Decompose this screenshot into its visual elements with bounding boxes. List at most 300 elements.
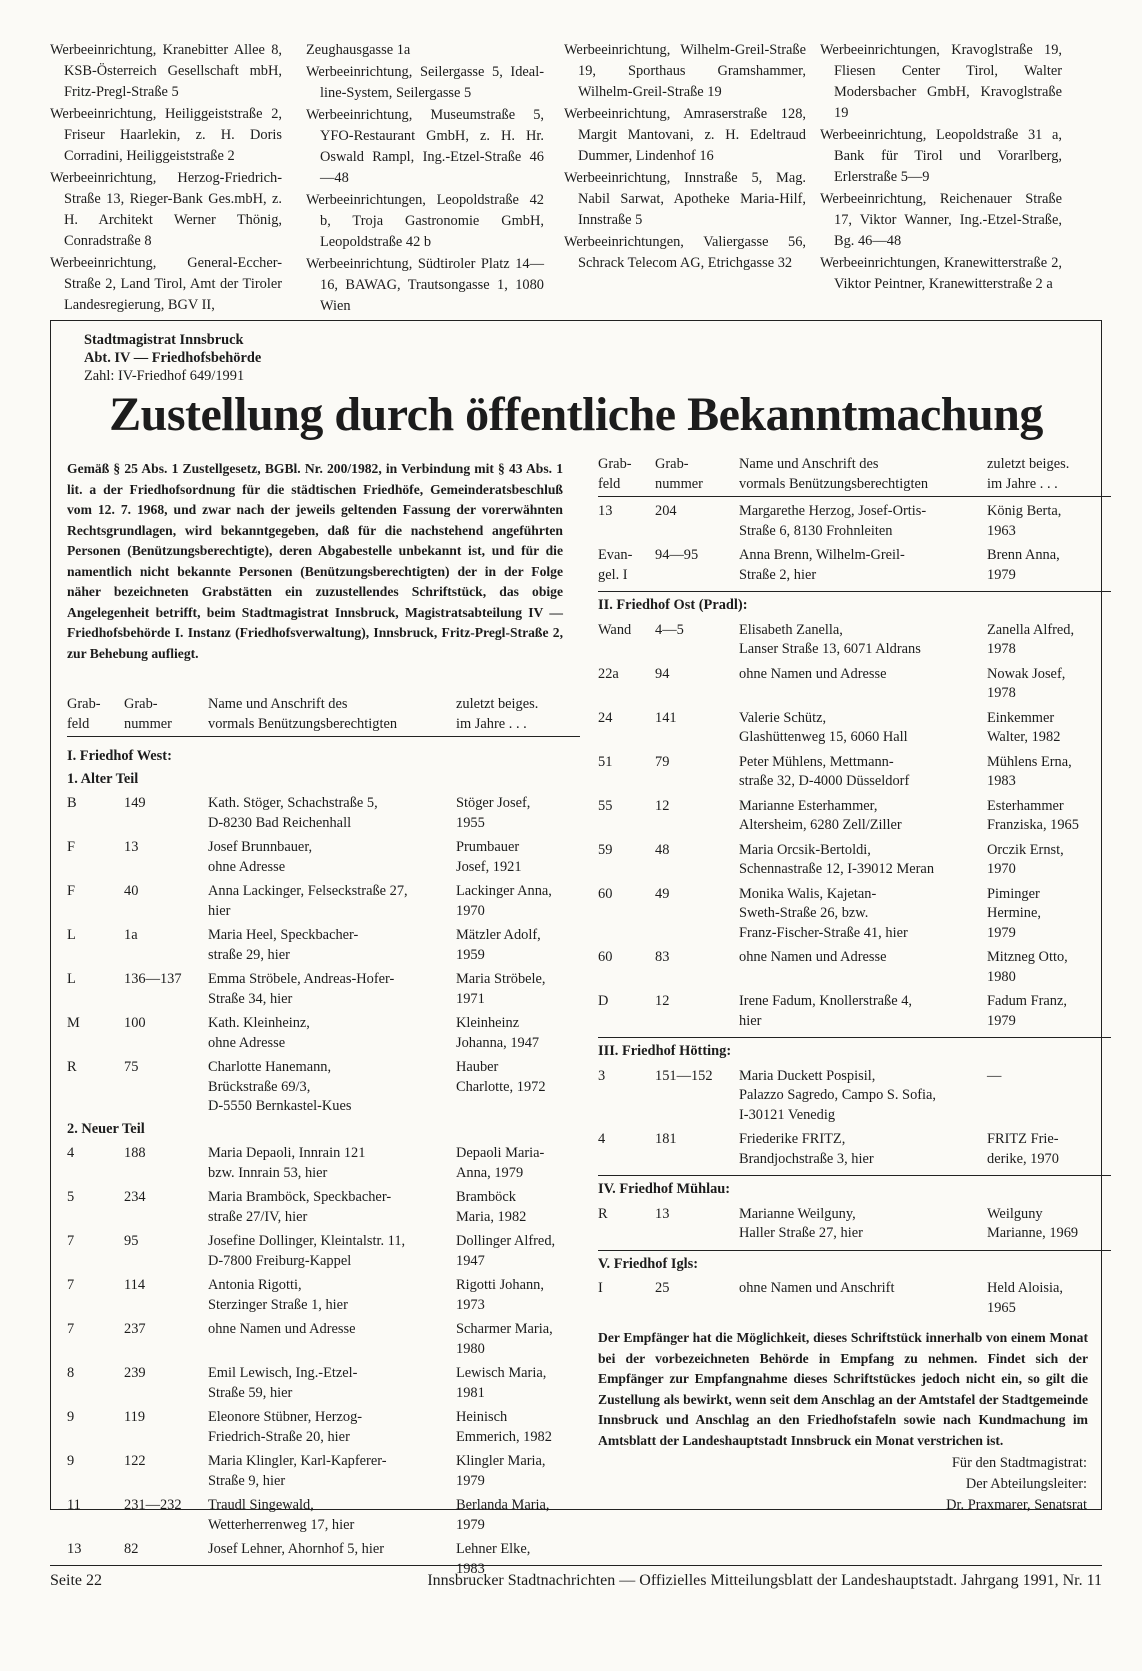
table-row — [598, 1279, 1111, 1318]
holder-name-address — [208, 1496, 456, 1535]
table-row — [67, 1276, 580, 1315]
grave-number: 136—137 — [124, 971, 182, 987]
last-buried — [987, 546, 1111, 585]
top-column-3 — [564, 40, 806, 275]
cemetery-subheading: 1. Alter Teil — [67, 770, 139, 787]
last-buried — [456, 1496, 580, 1535]
buried-line: Held Aloisia, — [987, 1280, 1063, 1296]
buried-line: 1983 — [987, 773, 1016, 789]
holder-line: Kath. Kleinheinz, — [208, 1015, 310, 1031]
table-row — [67, 1408, 580, 1447]
holder-name-address — [208, 882, 456, 921]
table-row — [598, 665, 1111, 704]
last-buried — [456, 926, 580, 965]
header-text: Grab- — [124, 696, 158, 712]
last-buried — [987, 992, 1111, 1031]
header-name — [739, 455, 987, 494]
buried-line: Einkemmer — [987, 709, 1055, 726]
grave-number: 82 — [124, 1541, 139, 1557]
grave-field — [67, 1496, 124, 1535]
buried-line: Mühlens Erna, — [987, 753, 1072, 770]
grave-field-text: 7 — [67, 1277, 75, 1293]
grave-field-text: B — [67, 795, 77, 811]
buried-line: 1978 — [987, 685, 1016, 701]
last-buried — [456, 838, 580, 877]
grave-field-text: 24 — [598, 709, 613, 726]
buried-line: 1955 — [456, 814, 485, 831]
listing-entry: Werbeeinrichtung, Leopoldstraße 31 a, Bank für Tirol und Vorarlberg, Erlerstraße 5—9 — [820, 127, 1062, 185]
table-row — [67, 794, 580, 833]
last-buried — [987, 502, 1111, 541]
header-text: feld — [598, 475, 621, 492]
header-text: im Jahre . . . — [987, 475, 1058, 492]
grave-number: 94—95 — [655, 547, 699, 563]
grave-field — [598, 948, 655, 987]
holder-line: Peter Mühlens, Mettmann- — [739, 753, 894, 770]
buried-line: Depaoli Maria- — [456, 1145, 545, 1161]
reference-number: Zahl: IV-Friedhof 649/1991 — [84, 368, 245, 384]
buried-line: Orczik Ernst, — [987, 841, 1064, 858]
grave-field — [598, 1205, 655, 1244]
listing-entry: Werbeeinrichtung, Reichenauer Straße 17, Viktor Wanner, Ing.-Etzel-Straße, Bg. 46—48 — [820, 191, 1062, 249]
grave-number: 151—152 — [655, 1067, 713, 1084]
grave-number: 12 — [655, 993, 670, 1009]
holder-line: Kath. Stöger, Schachstraße 5, — [208, 795, 378, 811]
grave-number: 13 — [655, 1205, 670, 1222]
buried-line: Emmerich, 1982 — [456, 1428, 552, 1445]
grave-field-text: F — [67, 883, 76, 899]
buried-line: Mitzneg Otto, — [987, 949, 1068, 965]
header-grabfeld — [598, 455, 655, 494]
table-header — [67, 695, 580, 737]
grave-field — [67, 1276, 124, 1315]
grave-field-text: 11 — [67, 1497, 81, 1513]
last-buried — [987, 665, 1111, 704]
header-text: im Jahre . . . — [456, 715, 527, 732]
table-row — [598, 1067, 1111, 1126]
last-buried — [987, 797, 1111, 836]
grave-field — [67, 1144, 124, 1183]
table-row — [598, 992, 1111, 1031]
holder-line: D-8230 Bad Reichenhall — [208, 814, 352, 831]
last-buried — [987, 885, 1111, 944]
grave-number: 122 — [124, 1453, 146, 1469]
grave-field-text: 8 — [67, 1365, 75, 1381]
last-buried — [456, 1276, 580, 1315]
listing-entry: Werbeeinrichtung, Seilergasse 5, Ideal-line-System, Seilergasse 5 — [306, 64, 544, 101]
header-text: nummer — [655, 475, 703, 492]
cemetery-heading: IV. Friedhof Mühlau: — [598, 1175, 1111, 1200]
listing-entry: Werbeeinrichtung, General-Eccher-Straße 2, Land Tirol, Amt der Tiroler Landesregierung, BGV II, — [50, 255, 282, 313]
grave-field-text: F — [67, 839, 76, 855]
holder-name-address — [739, 841, 987, 880]
last-buried — [987, 621, 1111, 660]
buried-line: 1980 — [987, 968, 1016, 985]
last-buried — [987, 753, 1111, 792]
holder-line: Irene Fadum, Knollerstraße 4, — [739, 993, 913, 1009]
grave-field-text: 4 — [598, 1131, 606, 1147]
grave-field — [598, 797, 655, 836]
buried-line: Lehner Elke, — [456, 1541, 531, 1557]
last-buried — [456, 1188, 580, 1227]
table-row — [67, 970, 580, 1009]
grave-field — [598, 1279, 655, 1318]
holder-line: Maria Duckett Pospisil, — [739, 1067, 876, 1084]
table-row — [67, 1320, 580, 1359]
holder-line: Sweth-Straße 26, bzw. — [739, 905, 869, 921]
buried-line: 1963 — [987, 522, 1016, 539]
table-row — [67, 1014, 580, 1053]
holder-line: straße 29, hier — [208, 946, 290, 963]
holder-name-address — [208, 1144, 456, 1183]
buried-line: Mätzler Adolf, — [456, 927, 541, 943]
header-text: Grab- — [598, 456, 632, 472]
grave-field-text: I — [598, 1280, 603, 1296]
holder-line: Eleonore Stübner, Herzog- — [208, 1409, 363, 1425]
buried-line: Zanella Alfred, — [987, 621, 1075, 638]
holder-line: straße 32, D-4000 Düsseldorf — [739, 773, 910, 789]
holder-line: Anna Lackinger, Felseckstraße 27, — [208, 883, 408, 899]
holder-name-address — [208, 1232, 456, 1271]
grave-field — [67, 1452, 124, 1491]
grave-field — [598, 502, 655, 541]
last-buried — [456, 1144, 580, 1183]
buried-line: Maria Ströbele, — [456, 971, 546, 987]
grave-number: 239 — [124, 1365, 146, 1381]
table-row — [598, 948, 1111, 987]
listing-entry: Werbeeinrichtung, Innstraße 5, Mag. Nabil Sarwat, Apotheke Maria-Hilf, Innstraße 5 — [564, 170, 806, 228]
buried-line: 1959 — [456, 946, 485, 963]
listing-entry: Werbeeinrichtungen, Kravoglstraße 19, Fliesen Center Tirol, Walter Modersbacher GmbH, Kravoglstraße 19 — [820, 42, 1062, 121]
holder-line: Maria Bramböck, Speckbacher- — [208, 1189, 392, 1205]
buried-line: Lackinger Anna, — [456, 883, 552, 899]
grave-number: 95 — [124, 1233, 139, 1249]
last-buried — [987, 709, 1111, 748]
last-buried — [987, 1279, 1111, 1318]
holder-line: hier — [208, 902, 231, 919]
grave-field — [67, 1058, 124, 1117]
grave-number: 49 — [655, 885, 670, 902]
grave-field-text: L — [67, 971, 76, 987]
last-buried — [456, 970, 580, 1009]
holder-line: bzw. Innrain 53, hier — [208, 1164, 328, 1181]
listing-entry: Zeughausgasse 1a — [306, 42, 411, 58]
holder-name-address — [739, 1067, 987, 1126]
grave-field-text: 4 — [67, 1145, 75, 1161]
grave-field — [67, 926, 124, 965]
grave-number: 149 — [124, 795, 146, 811]
holder-line: Maria Heel, Speckbacher- — [208, 927, 359, 943]
holder-line: Glashüttenweg 15, 6060 Hall — [739, 729, 908, 745]
grave-number: 100 — [124, 1015, 146, 1031]
cemetery-heading: I. Friedhof West: — [67, 748, 172, 764]
page-footer — [50, 1565, 1102, 1590]
holder-name-address — [208, 838, 456, 877]
buried-line: Prumbauer — [456, 839, 520, 855]
buried-line: Josef, 1921 — [456, 858, 522, 875]
buried-line: Bramböck — [456, 1189, 516, 1205]
holder-name-address — [208, 1452, 456, 1491]
grave-field-text: M — [67, 1015, 80, 1031]
notice-title: Zustellung durch öffentliche Bekanntmachung — [109, 388, 1043, 441]
holder-name-address — [208, 1058, 456, 1117]
holder-line: Sterzinger Straße 1, hier — [208, 1296, 348, 1313]
grave-number: 12 — [655, 797, 670, 814]
header-text: Grab- — [67, 696, 101, 712]
holder-name-address — [208, 1320, 456, 1359]
header-grabnummer — [124, 695, 208, 734]
holder-name-address — [739, 753, 987, 792]
holder-line: D-7800 Freiburg-Kappel — [208, 1252, 352, 1269]
last-buried — [456, 1058, 580, 1117]
listing-entry: Werbeeinrichtung, Kranebitter Allee 8, KSB-Österreich Gesellschaft mbH, Fritz-Pregl-Straße 5 — [50, 42, 282, 100]
holder-line: Friederike FRITZ, — [739, 1131, 846, 1147]
table-row — [67, 1452, 580, 1491]
grave-number: 181 — [655, 1131, 677, 1147]
holder-line: Marianne Weilguny, — [739, 1205, 856, 1222]
holder-line: ohne Namen und Anschrift — [739, 1280, 895, 1296]
grave-field-text: 60 — [598, 885, 613, 902]
holder-line: straße 27/IV, hier — [208, 1208, 308, 1225]
last-buried — [456, 1452, 580, 1491]
grave-field-text: 55 — [598, 797, 613, 814]
buried-line: 1979 — [987, 924, 1016, 941]
header-zuletzt — [987, 455, 1111, 494]
table-row — [67, 1144, 580, 1183]
listing-entry: Werbeeinrichtung, Museumstraße 5, YFO-Restaurant GmbH, z. H. Hr. Oswald Rampl, Ing.-Etzel-Straße 46—48 — [306, 107, 544, 186]
header-text: nummer — [124, 715, 172, 732]
header-grabfeld — [67, 695, 124, 734]
grave-number: 119 — [124, 1409, 146, 1425]
holder-line: Monika Walis, Kajetan- — [739, 885, 877, 902]
holder-line: ohne Adresse — [208, 1034, 286, 1051]
table-header — [598, 455, 1111, 497]
buried-line: 1970 — [987, 861, 1016, 877]
holder-name-address — [739, 709, 987, 748]
holder-line: Straße 9, hier — [208, 1472, 286, 1489]
buried-line: Berlanda Maria, — [456, 1497, 550, 1513]
signature-line: Der Abteilungsleiter: — [965, 1476, 1087, 1492]
buried-line: Kleinheinz — [456, 1015, 520, 1031]
buried-line: Weilguny — [987, 1205, 1043, 1222]
grave-field — [67, 1014, 124, 1053]
table-row — [67, 1364, 580, 1403]
last-buried — [456, 794, 580, 833]
grave-field — [67, 1232, 124, 1271]
table-row — [598, 753, 1111, 792]
holder-line: Brückstraße 69/3, — [208, 1078, 311, 1095]
holder-name-address — [208, 1276, 456, 1315]
last-buried — [456, 1364, 580, 1403]
grave-field-text: Evan- — [598, 547, 633, 563]
grave-number: 234 — [124, 1189, 146, 1205]
holder-name-address — [739, 665, 987, 704]
buried-line: Charlotte, 1972 — [456, 1078, 546, 1095]
grave-field — [67, 882, 124, 921]
buried-line: Hermine, — [987, 905, 1041, 921]
header-text: zuletzt beiges. — [456, 696, 539, 712]
holder-line: ohne Namen und Adresse — [739, 665, 887, 682]
header-zuletzt — [456, 695, 580, 734]
publication-title: Innsbrucker Stadtnachrichten — Offizielles Mitteilungsblatt der Landeshauptstadt. Jahrgang 1991, Nr. 11 — [427, 1572, 1102, 1589]
signature-block — [946, 1453, 1087, 1516]
grave-number: 94 — [655, 665, 670, 682]
buried-line: 1978 — [987, 641, 1016, 657]
listing-entry: Werbeeinrichtungen, Kranewitterstraße 2, Viktor Peintner, Kranewitterstraße 2 a — [820, 255, 1062, 292]
buried-line: Franziska, 1965 — [987, 817, 1079, 833]
buried-line: Johanna, 1947 — [456, 1034, 540, 1051]
holder-line: I-30121 Venedig — [739, 1106, 836, 1123]
holder-line: Maria Klingler, Karl-Kapferer- — [208, 1453, 387, 1469]
last-buried — [987, 1130, 1111, 1169]
table-row — [67, 1188, 580, 1227]
table-row — [67, 838, 580, 877]
signature-line: Für den Stadtmagistrat: — [951, 1455, 1087, 1471]
table-row — [67, 1058, 580, 1117]
buried-line: Marianne, 1969 — [987, 1225, 1079, 1241]
holder-line: hier — [739, 1012, 762, 1029]
buried-line: 1973 — [456, 1296, 485, 1313]
buried-line: FRITZ Frie- — [987, 1131, 1059, 1147]
grave-field — [598, 546, 655, 585]
last-buried — [456, 1014, 580, 1053]
buried-line: 1980 — [456, 1340, 485, 1357]
holder-line: Maria Depaoli, Innrain 121 — [208, 1145, 366, 1161]
holder-name-address — [208, 1408, 456, 1447]
last-buried — [987, 948, 1111, 987]
grave-field-text: 3 — [598, 1067, 606, 1084]
notice-intro: Gemäß § 25 Abs. 1 Zustellgesetz, BGBl. Nr. 200/1982, in Verbindung mit § 43 Abs. 1 lit. a der Friedhofsordnung für die städtischen Friedhöfe, Gemeinderatsbeschluß vom 12. 7. 1968, und zwar nach der jeweils geltenden Fassung der vorerwähnten Rechtsgrundlagen, wird bekanntgegeben, daß für die nachstehend angeführten Personen (Benützungsberechtigte), deren Abgabestelle unbekannt ist, und für die namentlich nicht bekannte Personen (Benützungsberechtigten) der in der Folge näher bezeichneten Grabstätten ein zuzustellendes Schriftstück, das obige Angelegenheit betrifft, beim Stadtmagistrat Innsbruck, Magistratsabteilung IV — Friedhofsbehörde I. Instanz (Friedhofsverwaltung), Innsbruck, Fritz-Pregl-Straße 2, zur Behebung aufliegt. — [67, 461, 563, 661]
grave-field-text: 9 — [67, 1453, 75, 1469]
last-buried — [456, 882, 580, 921]
holder-line: Antonia Rigotti, — [208, 1277, 302, 1293]
holder-name-address — [739, 1279, 987, 1318]
holder-line: Straße 34, hier — [208, 990, 293, 1007]
department: Abt. IV — Friedhofsbehörde — [84, 350, 262, 366]
grave-field — [67, 838, 124, 877]
buried-line: 1979 — [987, 1012, 1016, 1029]
grave-field-text: 5 — [67, 1189, 75, 1205]
holder-name-address — [208, 1188, 456, 1227]
holder-line: Josef Brunnbauer, — [208, 839, 313, 855]
grave-field — [598, 621, 655, 660]
buried-line: Hauber — [456, 1059, 499, 1075]
holder-line: Palazzo Sagredo, Campo S. Sofia, — [739, 1087, 937, 1103]
grave-field-text: 9 — [67, 1409, 75, 1425]
holder-name-address — [208, 926, 456, 965]
holder-name-address — [739, 621, 987, 660]
grave-number: 48 — [655, 841, 670, 858]
grave-number: 188 — [124, 1145, 146, 1161]
holder-name-address — [208, 1014, 456, 1053]
grave-field — [67, 970, 124, 1009]
buried-line: Stöger Josef, — [456, 795, 531, 811]
buried-line: Rigotti Johann, — [456, 1277, 544, 1293]
table-row — [598, 841, 1111, 880]
listing-entry: Werbeeinrichtung, Amraserstraße 128, Margit Mantovani, z. H. Edeltraud Dummer, Lindenhof 16 — [564, 106, 806, 164]
grave-number: 141 — [655, 709, 677, 726]
buried-line: 1979 — [456, 1516, 485, 1533]
holder-name-address — [739, 992, 987, 1031]
holder-line: Friedrich-Straße 20, hier — [208, 1428, 350, 1445]
buried-line: 1965 — [987, 1299, 1016, 1316]
grave-number: 25 — [655, 1280, 670, 1296]
listing-entry: Werbeeinrichtungen, Valiergasse 56, Schrack Telecom AG, Etrichgasse 32 — [564, 234, 806, 271]
holder-line: Anna Brenn, Wilhelm-Greil- — [739, 547, 905, 563]
holder-line: Marianne Esterhammer, — [739, 797, 878, 814]
buried-line: 1970 — [456, 902, 485, 919]
grave-field — [598, 885, 655, 944]
table-row — [598, 709, 1111, 748]
grave-field-text: 51 — [598, 753, 613, 770]
buried-line: Anna, 1979 — [456, 1164, 524, 1181]
grave-field — [598, 841, 655, 880]
authority: Stadtmagistrat Innsbruck — [84, 332, 244, 348]
table-row — [67, 926, 580, 965]
holder-line: Haller Straße 27, hier — [739, 1225, 863, 1241]
table-row — [598, 1130, 1111, 1169]
grave-field-text: Wand — [598, 621, 632, 638]
last-buried — [456, 1320, 580, 1359]
buried-line: Maria, 1982 — [456, 1208, 527, 1225]
grave-number: 237 — [124, 1321, 146, 1337]
header-text: Name und Anschrift des — [739, 456, 879, 472]
holder-line: Maria Orcsik-Bertoldi, — [739, 841, 871, 858]
last-buried — [987, 841, 1111, 880]
grave-field — [67, 1364, 124, 1403]
listing-entry: Werbeeinrichtungen, Leopoldstraße 42 b, Troja Gastronomie GmbH, Leopoldstraße 42 b — [306, 192, 544, 250]
buried-line: Brenn Anna, — [987, 547, 1060, 563]
buried-line: Nowak Josef, — [987, 665, 1066, 682]
grave-number: 75 — [124, 1059, 139, 1075]
table-row — [598, 797, 1111, 836]
header-text: Grab- — [655, 456, 689, 472]
last-buried — [987, 1067, 1111, 1126]
grave-field-text: 7 — [67, 1233, 75, 1249]
buried-line: Dollinger Alfred, — [456, 1233, 556, 1249]
grave-table-right — [598, 455, 1111, 1318]
last-buried — [456, 1408, 580, 1447]
holder-name-address — [739, 502, 987, 541]
grave-field-text: R — [67, 1059, 77, 1075]
grave-number: 1a — [124, 927, 138, 943]
header-name — [208, 695, 456, 734]
holder-line: Wetterherrenweg 17, hier — [208, 1516, 355, 1533]
header-text: zuletzt beiges. — [987, 456, 1070, 472]
buried-line: 1981 — [456, 1384, 485, 1401]
top-column-1 — [50, 40, 282, 317]
listing-entry: Werbeeinrichtung, Wilhelm-Greil-Straße 19, Sporthaus Gramshammer, Wilhelm-Greil-Straße 19 — [564, 42, 806, 100]
holder-name-address — [208, 970, 456, 1009]
holder-line: Elisabeth Zanella, — [739, 621, 843, 638]
grave-field — [598, 992, 655, 1031]
grave-field — [67, 794, 124, 833]
buried-line: Piminger — [987, 885, 1040, 902]
grave-number: 13 — [124, 839, 139, 855]
signature-line: Dr. Praxmarer, Senatsrat — [946, 1497, 1087, 1513]
holder-line: Straße 59, hier — [208, 1384, 293, 1401]
table-row — [598, 546, 1111, 585]
holder-line: Josefine Dollinger, Kleintalstr. 11, — [208, 1233, 406, 1249]
grave-field-text: 13 — [67, 1541, 82, 1557]
grave-field — [598, 1130, 655, 1169]
buried-line: König Berta, — [987, 503, 1062, 519]
cemetery-heading: III. Friedhof Hötting: — [598, 1037, 1111, 1062]
grave-field-text: 7 — [67, 1321, 75, 1337]
grave-field-text: R — [598, 1205, 608, 1222]
header-text: Name und Anschrift des — [208, 696, 348, 712]
holder-name-address — [739, 1130, 987, 1169]
